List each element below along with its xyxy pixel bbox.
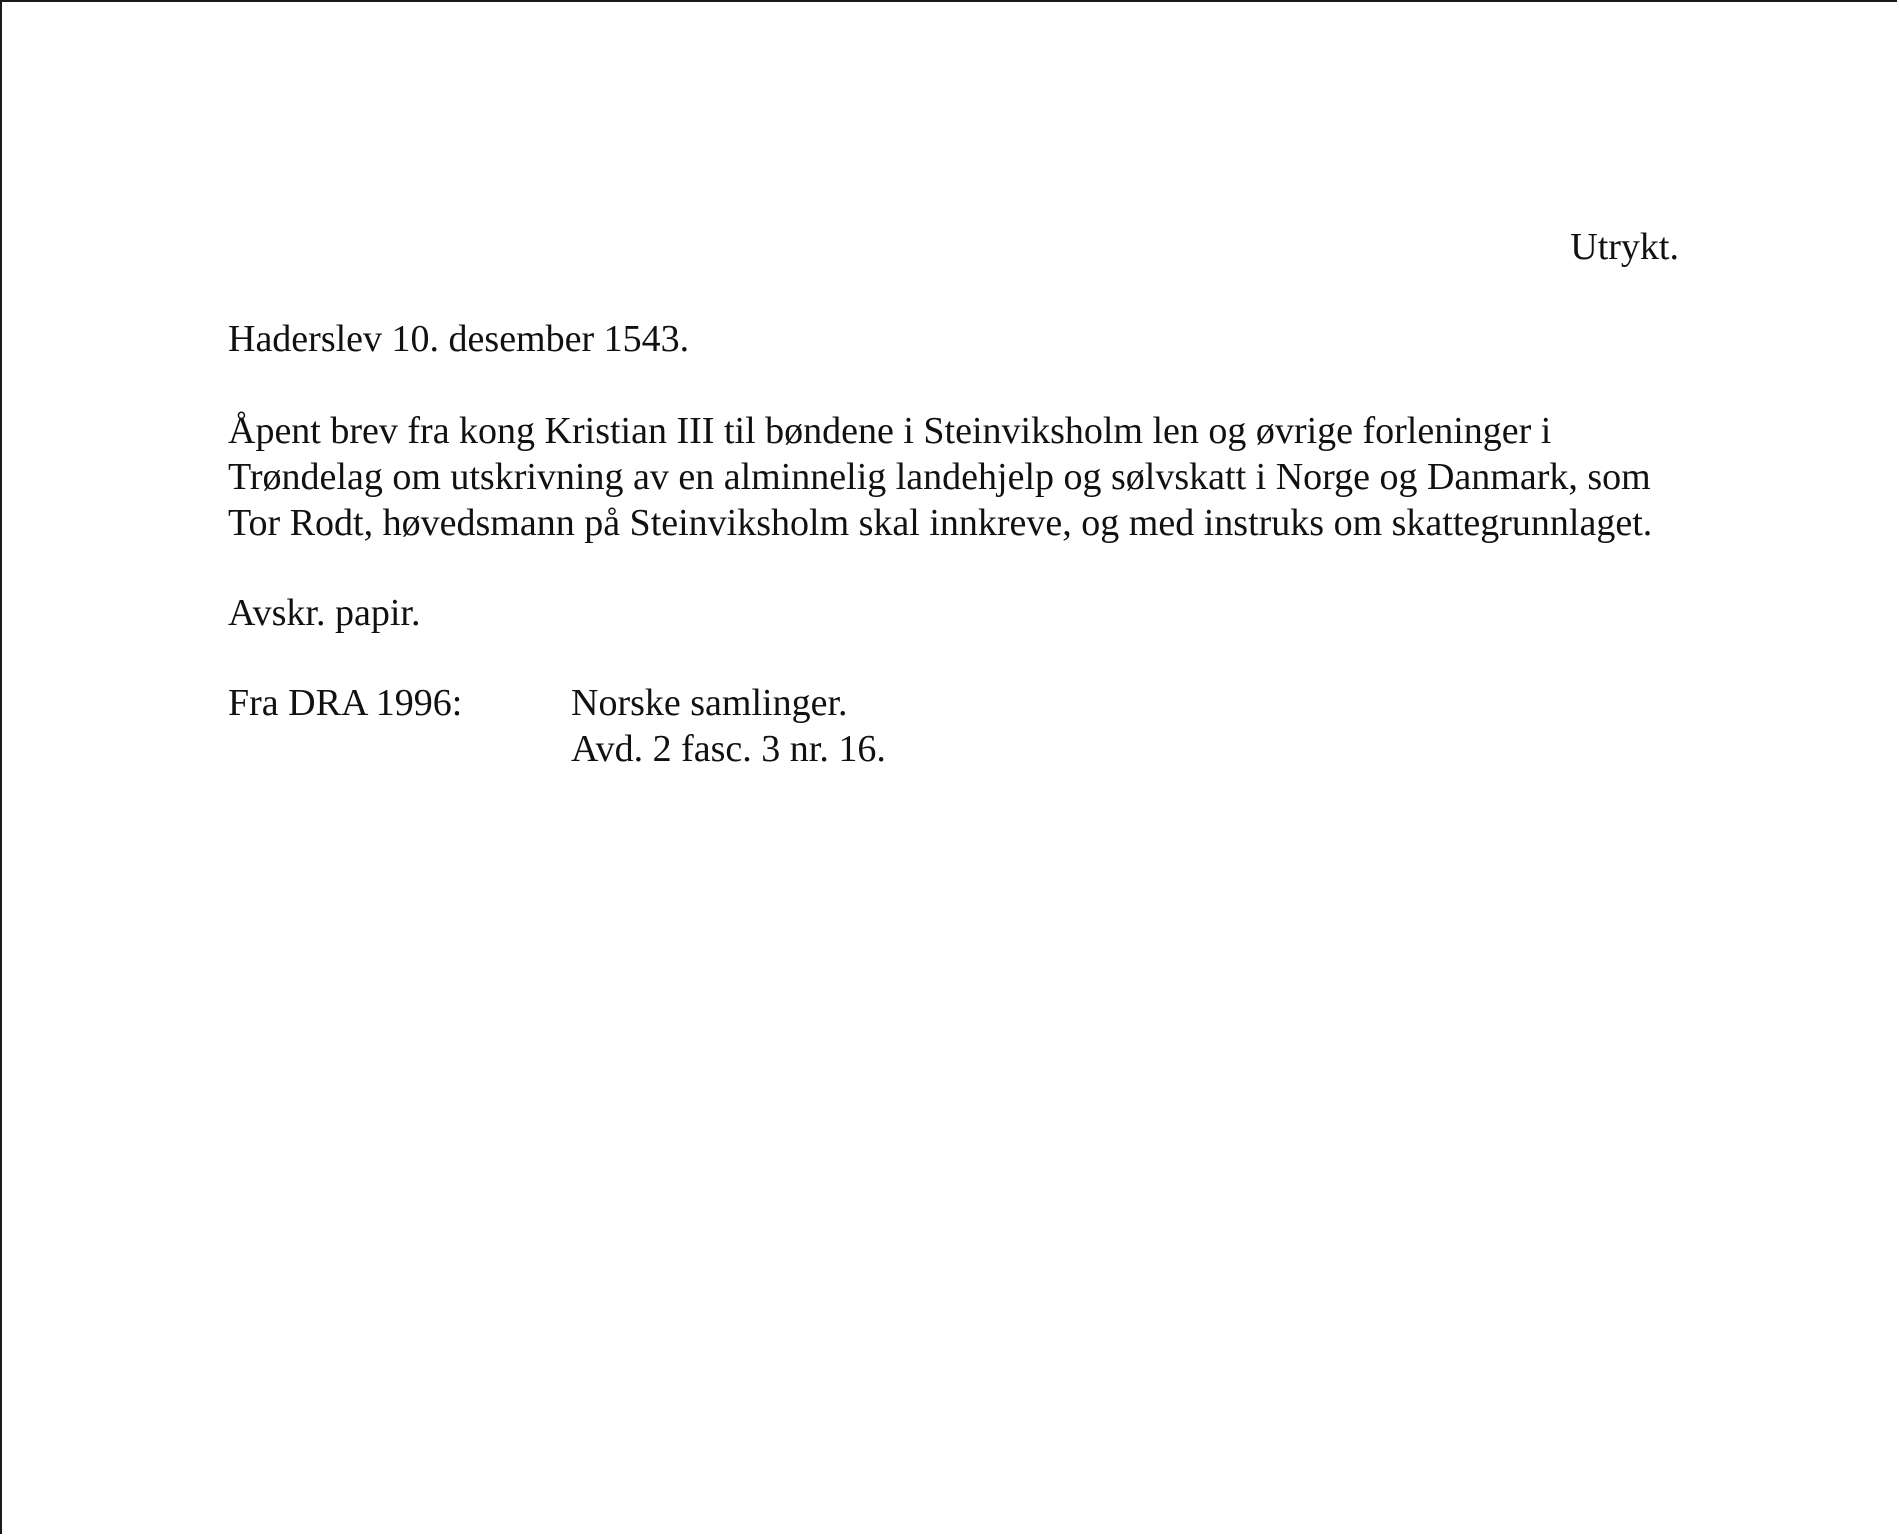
source-line: Norske samlinger. xyxy=(571,682,848,724)
document-summary xyxy=(228,408,1652,546)
source-reference xyxy=(571,680,886,772)
summary-line: Tor Rodt, høvedsmann på Steinviksholm skal innkreve, og med instruks om skattegrunnlaget. xyxy=(228,502,1653,544)
place-date: Haderslev 10. desember 1543. xyxy=(228,318,690,360)
source-line: Avd. 2 fasc. 3 nr. 16. xyxy=(571,728,886,770)
summary-line: Trøndelag om utskrivning av en alminnelig landehjelp og sølvskatt i Norge og Danmark, som xyxy=(228,456,1651,498)
source-label: Fra DRA 1996: xyxy=(228,682,463,724)
document-format: Avskr. papir. xyxy=(228,592,421,634)
print-status: Utrykt. xyxy=(1570,226,1679,268)
summary-line: Åpent brev fra kong Kristian III til bøndene i Steinviksholm len og øvrige forleninger i xyxy=(228,410,1552,452)
